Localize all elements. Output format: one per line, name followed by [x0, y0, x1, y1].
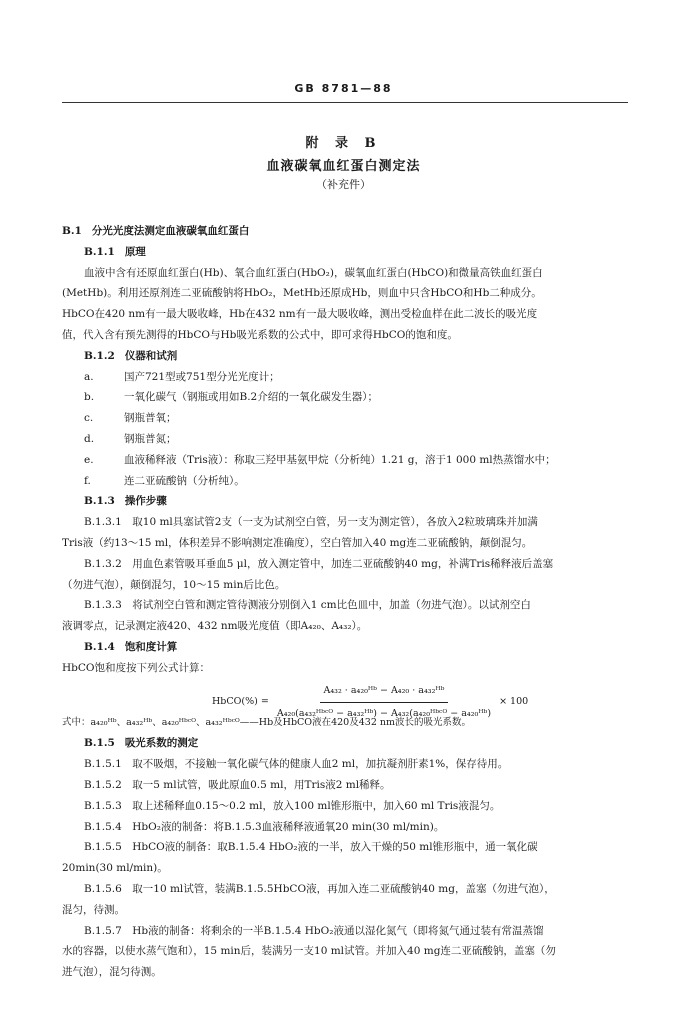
reagent-item — [62, 367, 628, 388]
section-title: 饱和度计算 — [124, 640, 178, 653]
appendix-label: 附 录 B — [305, 136, 382, 151]
principle-line: HbCO在420 nm有一最大吸收峰，Hb在432 nm有一最大吸收峰，测出受检血样在此二波长的吸光度 — [62, 308, 538, 321]
saturation-formula — [62, 679, 628, 720]
section-heading-b13 — [62, 491, 628, 512]
formula-denominator: A₄₂₀(a₄₃₂ᴴᵇᶜᴼ − a₄₃₂ᴴᵇ) − A₄₃₂(a₄₂₀ᴴᵇᶜᴼ − a₄₂₀ᴴᵇ) — [276, 708, 492, 720]
standard-number-header: GB 8781—88 — [294, 82, 393, 95]
section-title: 操作步骤 — [124, 495, 167, 508]
item-text: 钢瓶普氧； — [124, 412, 177, 425]
coef-line: 混匀，待测。 — [62, 903, 125, 916]
coef-line: B.1.5.2 取一5 ml试管，吸此原血0.5 ml，用Tris液2 ml稀释。 — [84, 778, 391, 791]
formula-fraction — [273, 681, 495, 726]
item-text: 钢瓶普氮； — [124, 432, 177, 445]
step-line: B.1.3.2 用血色素管吸耳垂血5 μl，放入测定管中，加连二亚硫酸钠40 mg，补满Tris稀释液后盖塞 — [84, 557, 554, 570]
reagent-item — [62, 429, 628, 450]
coef-line: 20min(30 ml/min)。 — [62, 862, 168, 875]
coef-line: 水的容器，以使水蒸气饱和），15 min后，装满另一支10 ml试管。并加入40 mg连二亚硫酸钠，盖塞（勿 — [62, 945, 556, 958]
coef-line: B.1.5.7 Hb液的制备：将剩余的一半B.1.5.4 HbO₂液通以湿化氮气（即将氮气通过装有常温蒸馏 — [84, 924, 544, 937]
formula-rhs: × 100 — [499, 696, 529, 708]
section-heading-b15 — [62, 733, 628, 754]
step-line: B.1.3.3 将试剂空白管和测定管待测液分别倒入1 cm比色皿中，加盖（勿进气泡）。以试剂空白 — [84, 599, 531, 612]
section-number: B.1.5 — [84, 737, 115, 750]
section-number: B.1.1 — [84, 245, 115, 258]
section-heading-b11 — [62, 242, 628, 263]
item-label: b. — [84, 391, 95, 404]
coef-line: 进气泡），混匀待测。 — [62, 966, 162, 979]
section-title: 仪器和试剂 — [124, 349, 178, 362]
section-number: B.1.2 — [84, 349, 115, 362]
principle-line: (MetHb)。利用还原剂连二亚硫酸钠将HbO₂，MetHb还原成Hb，则血中只含HbCO和Hb二种成分。 — [62, 287, 542, 300]
item-label: a. — [84, 370, 94, 383]
section-heading-b12 — [62, 346, 628, 367]
item-text: 血液稀释液（Tris液）：称取三羟甲基氨甲烷（分析纯）1.21 g，溶于1 000 ml热蒸馏水中； — [124, 453, 556, 466]
section-heading-b14 — [62, 637, 628, 658]
section-number: B.1.3 — [84, 495, 115, 508]
item-label: d. — [84, 432, 95, 445]
section-title: 原理 — [124, 245, 146, 258]
formula-numerator: A₄₃₂ · a₄₂₀ᴴᵇ − A₄₂₀ · a₄₃₂ᴴᵇ — [320, 681, 449, 704]
item-label: e. — [84, 453, 94, 466]
reagent-item — [62, 387, 628, 408]
item-label: c. — [84, 412, 94, 425]
formula-where: 式中：a₄₂₀ᴴᵇ、a₄₃₂ᴴᵇ、a₄₂₀ᴴᵇᶜᴼ、a₄₃₂ᴴᵇᶜᴼ——Hb及HbCO液在420及432 nm波长的吸光系数。 — [62, 716, 472, 728]
coef-line: B.1.5.6 取一10 ml试管，装满B.1.5.5HbCO液，再加入连二亚硫酸钠40 mg，盖塞（勿进气泡）， — [84, 882, 555, 895]
document-body — [62, 221, 628, 983]
step-line: （勿进气泡），颠倒混匀，10～15 min后比色。 — [62, 578, 286, 591]
coef-line: B.1.5.3 取上述稀释血0.15～0.2 ml，放入100 ml锥形瓶中，加入60 ml Tris液混匀。 — [84, 799, 501, 812]
principle-line: 值，代入含有预先测得的HbCO与Hb吸光系数的公式中，即可求得HbCO的饱和度。 — [62, 328, 458, 341]
principle-line: 血液中含有还原血红蛋白(Hb)、氧合血红蛋白(HbO₂)，碳氧血红蛋白(HbCO)和微量高铁血红蛋白 — [84, 266, 543, 279]
coef-line: B.1.5.4 HbO₂液的制备：将B.1.5.3血液稀释液通氧20 min(30 ml/min)。 — [84, 820, 445, 833]
section-number: B.1 — [62, 225, 82, 237]
reagent-item — [62, 471, 628, 492]
item-text: 连二亚硫酸钠（分析纯）。 — [124, 474, 245, 487]
reagent-item — [62, 450, 628, 471]
section-heading-b1 — [62, 221, 628, 242]
calc-intro: HbCO饱和度按下列公式计算： — [62, 661, 211, 674]
coef-line: B.1.5.1 取不吸烟，不接触一氧化碳气体的健康人血2 ml，加抗凝剂肝素1%，保存待用。 — [84, 758, 509, 771]
coef-line: B.1.5.5 HbCO液的制备：取B.1.5.4 HbO₂液的一半，放入干燥的50 ml锥形瓶中，通一氧化碳 — [84, 841, 538, 854]
appendix-title: 血液碳氧血红蛋白测定法 — [266, 159, 421, 174]
item-label: f. — [84, 474, 91, 487]
step-line: B.1.3.1 取10 ml具塞试管2支（一支为试剂空白管，另一支为测定管），各放入2粒玻璃珠并加满 — [84, 516, 538, 529]
item-text: 国产721型或751型分光光度计； — [124, 370, 280, 383]
step-line: Tris液（约13～15 ml，体积差异不影响测定准确度），空白管加入40 mg连二亚硫酸钠，颠倒混匀。 — [62, 536, 533, 549]
step-line: 液调零点，记录测定液420、432 nm吸光度值（即A₄₂₀、A₄₃₂）。 — [62, 620, 368, 633]
header-rule — [62, 102, 628, 103]
section-title: 吸光系数的测定 — [124, 737, 199, 750]
item-text: 一氧化碳气（钢瓶或用如B.2介绍的一氧化碳发生器）； — [124, 391, 378, 404]
formula-lhs: HbCO(%) = — [212, 696, 269, 708]
reagent-item — [62, 408, 628, 429]
appendix-note: （补充件） — [316, 178, 371, 191]
section-number: B.1.4 — [84, 640, 115, 653]
section-title: 分光光度法测定血液碳氧血红蛋白 — [91, 225, 250, 237]
